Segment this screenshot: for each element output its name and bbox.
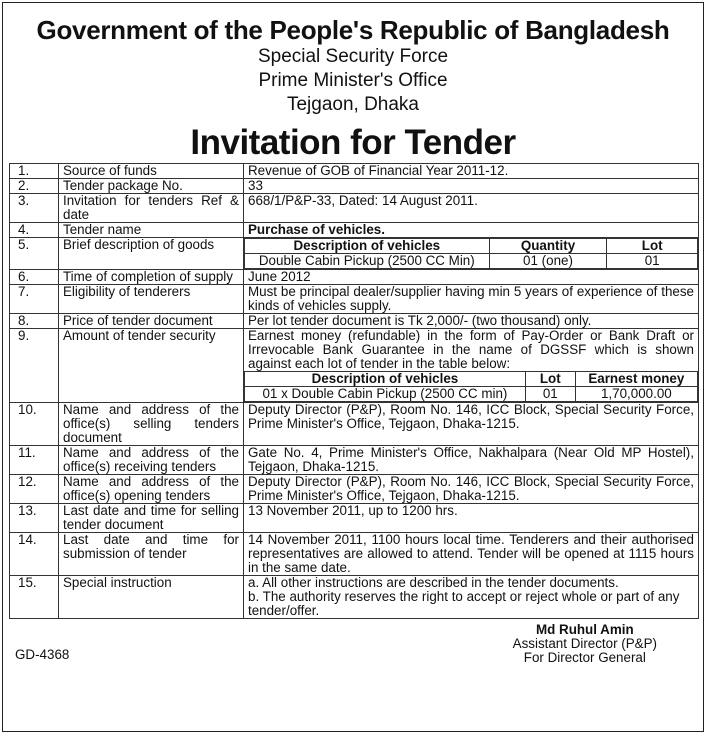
- goods-description: Double Cabin Pickup (2500 CC Min): [245, 254, 490, 269]
- security-header-description: Description of vehicles: [245, 372, 526, 387]
- goods-table: [244, 238, 698, 269]
- security-cell: [244, 329, 699, 403]
- row-label: Time of completion of supply: [59, 270, 244, 285]
- row-number: 15.: [10, 576, 59, 619]
- table-row: [10, 533, 699, 576]
- row-number: 7.: [10, 285, 59, 314]
- notice-code: GD-4368: [15, 647, 70, 662]
- row-label: Tender package No.: [59, 179, 244, 194]
- table-row: [10, 314, 699, 329]
- table-row: [10, 285, 699, 314]
- office-name: Prime Minister's Office: [258, 70, 448, 91]
- row-label: Price of tender document: [59, 314, 244, 329]
- row-label: Last date and time for selling tender document: [59, 504, 244, 533]
- table-row: [10, 446, 699, 475]
- security-header-lot: Lot: [525, 372, 575, 387]
- signatory-title: Assistant Director (P&P): [512, 636, 657, 651]
- security-lot: 01: [525, 387, 575, 402]
- security-header-row: [245, 372, 698, 387]
- security-header-earnest-money: Earnest money: [575, 372, 697, 387]
- row-label: Special instruction: [59, 576, 244, 619]
- row-number: 2.: [10, 179, 59, 194]
- tender-details-table: [9, 163, 699, 619]
- row-value: Gate No. 4, Prime Minister's Office, Nakhalpara (Near Old MP Hostel), Tejgaon, Dhaka-1215.: [244, 446, 699, 475]
- row-label: Brief description of goods: [59, 238, 244, 270]
- table-row: [10, 194, 699, 223]
- row-value: Deputy Director (P&P), Room No. 146, ICC Block, Special Security Force, Prime Minister's Office, Tejgaon, Dhaka-1215.: [244, 403, 699, 446]
- goods-cell: [244, 238, 699, 270]
- goods-header-lot: Lot: [607, 239, 698, 254]
- row-value: 13 November 2011, up to 1200 hrs.: [244, 504, 699, 533]
- row-number: 6.: [10, 270, 59, 285]
- row-number: 11.: [10, 446, 59, 475]
- row-value: 33: [244, 179, 699, 194]
- row-value: Revenue of GOB of Financial Year 2011-12.: [244, 164, 699, 179]
- row-label: Invitation for tenders Ref & date: [59, 194, 244, 223]
- tender-name-value: Purchase of vehicles.: [244, 223, 699, 238]
- row-number: 12.: [10, 475, 59, 504]
- table-row: [10, 223, 699, 238]
- table-row: [10, 403, 699, 446]
- tender-notice: [2, 2, 704, 732]
- table-row: [10, 475, 699, 504]
- row-number: 14.: [10, 533, 59, 576]
- goods-header-description: Description of vehicles: [245, 239, 490, 254]
- org-name: Special Security Force: [257, 46, 449, 67]
- row-label: Amount of tender security: [59, 329, 244, 403]
- security-description: 01 x Double Cabin Pickup (2500 CC min): [245, 387, 526, 402]
- row-value: Deputy Director (P&P), Room No. 146, ICC Block, Special Security Force, Prime Minister's Office, Tejgaon, Dhaka-1215.: [244, 475, 699, 504]
- row-number: 8.: [10, 314, 59, 329]
- goods-header-quantity: Quantity: [489, 239, 607, 254]
- row-number: 5.: [10, 238, 59, 270]
- row-number: 9.: [10, 329, 59, 403]
- goods-header-row: [245, 239, 698, 254]
- security-text: Earnest money (refundable) in the form of Pay-Order or Bank Draft or Irrevocable Bank Guarantee in the name of DGSSF which is shown against each lot of tender in the table below:: [248, 328, 694, 371]
- row-value: June 2012: [244, 270, 699, 285]
- row-label: Name and address of the office(s) opening tenders: [59, 475, 244, 504]
- row-value: 668/1/P&P-33, Dated: 14 August 2011.: [244, 194, 699, 223]
- row-value: Must be principal dealer/supplier having min 5 years of experience of these kinds of vehicles supply.: [244, 285, 699, 314]
- row-label: Name and address of the office(s) selling tenders document: [59, 403, 244, 446]
- signature-block: [513, 623, 657, 665]
- goods-quantity: 01 (one): [489, 254, 607, 269]
- table-row: [10, 164, 699, 179]
- special-instruction-cell: [244, 576, 699, 619]
- goods-lot: 01: [607, 254, 698, 269]
- table-row: [10, 576, 699, 619]
- table-row: [10, 238, 699, 270]
- row-label: Source of funds: [59, 164, 244, 179]
- table-row: [10, 329, 699, 403]
- special-instruction-a: a. All other instructions are described in the tender documents.: [248, 575, 619, 590]
- special-instruction-b: b. The authority reserves the right to accept or reject whole or part of any tender/offer.: [248, 589, 680, 618]
- row-number: 10.: [10, 403, 59, 446]
- security-table: [244, 371, 698, 402]
- row-number: 13.: [10, 504, 59, 533]
- goods-row: [245, 254, 698, 269]
- row-label: Name and address of the office(s) receiving tenders: [59, 446, 244, 475]
- row-label: Tender name: [59, 223, 244, 238]
- row-number: 1.: [10, 164, 59, 179]
- row-value: Per lot tender document is Tk 2,000/- (two thousand) only.: [244, 314, 699, 329]
- government-heading: Government of the People's Republic of Bangladesh: [36, 15, 670, 45]
- table-row: [10, 504, 699, 533]
- row-number: 4.: [10, 223, 59, 238]
- security-row: [245, 387, 698, 402]
- row-number: 3.: [10, 194, 59, 223]
- security-earnest-money: 1,70,000.00: [575, 387, 697, 402]
- notice-title: Invitation for Tender: [190, 123, 516, 162]
- signatory-for: For Director General: [523, 650, 646, 665]
- signatory-name: Md Ruhul Amin: [535, 622, 634, 637]
- office-location: Tejgaon, Dhaka: [286, 94, 420, 115]
- row-label: Eligibility of tenderers: [59, 285, 244, 314]
- table-row: [10, 179, 699, 194]
- notice-footer: [3, 619, 703, 679]
- table-row: [10, 270, 699, 285]
- row-label: Last date and time for submission of tender: [59, 533, 244, 576]
- row-value: 14 November 2011, 1100 hours local time. Tenderers and their authorised representatives are allowed to attend. Tender will be opened at 1115 hours in the same date.: [244, 533, 699, 576]
- notice-header: [3, 15, 703, 163]
